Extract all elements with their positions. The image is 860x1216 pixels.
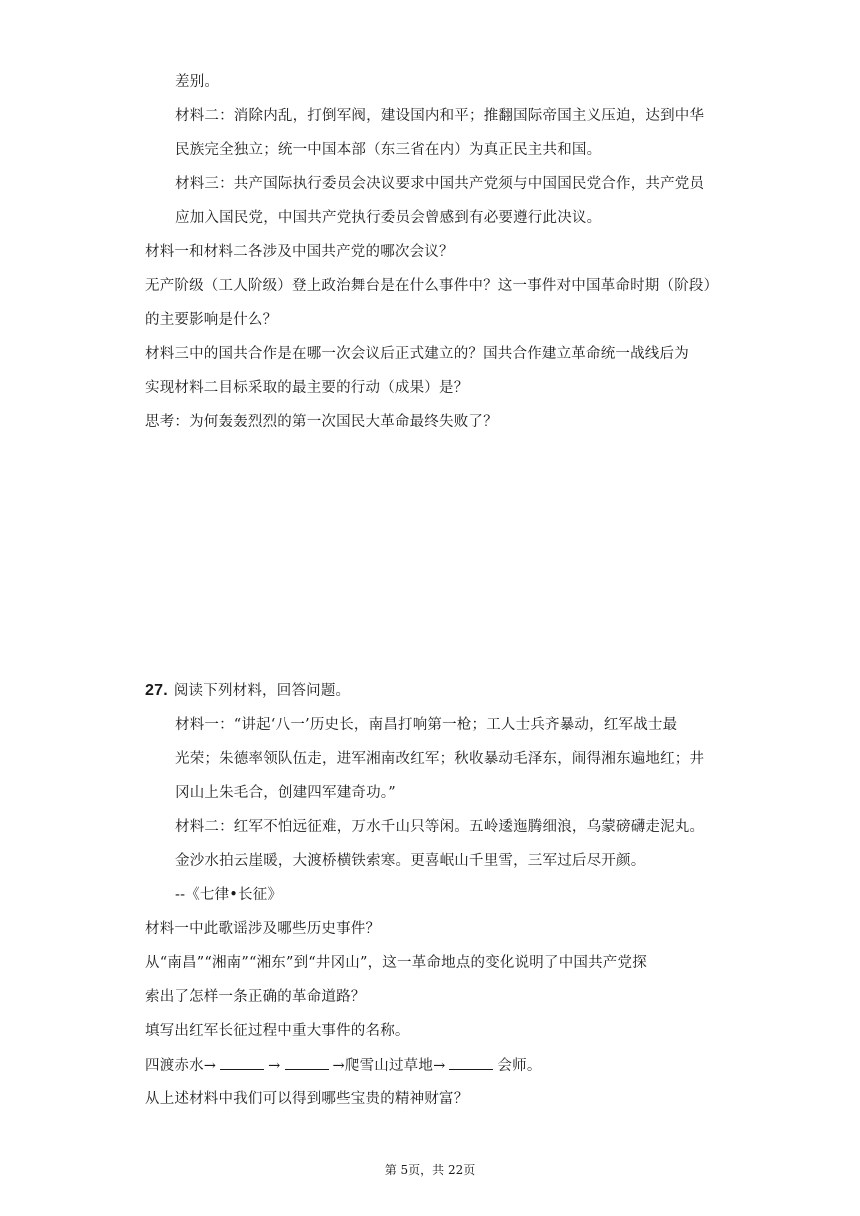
material-3-line-1: 材料三：共产国际执行委员会决议要求中国共产党须与中国国民党合作，共产党员 xyxy=(175,176,705,192)
fill-start-text: 四渡赤水→ xyxy=(145,1058,217,1074)
poem-source: --《七律•长征》 xyxy=(175,887,283,903)
material-1-line-1: 材料一：“讲起‘八一’历史长，南昌打响第一枪；工人士兵齐暴动，红军战士最 xyxy=(175,717,678,733)
sub-question-1: 材料一和材料二各涉及中国共产党的哪次会议？ xyxy=(145,244,454,260)
material-2-line-1: 材料二：红军不怕远征难，万水千山只等闲。五岭逶迤腾细浪，乌蒙磅礴走泥丸。 xyxy=(175,819,705,835)
material-text: 差别。 xyxy=(175,74,220,90)
sub-question-2-line-2: 的主要影响是什么？ xyxy=(145,312,278,328)
sub-question-3-line-1: 材料三中的国共合作是在哪一次会议后正式建立的？国共合作建立革命统一战线后为 xyxy=(145,346,689,362)
sub-question-2-line-2: 索出了怎样一条正确的革命道路？ xyxy=(145,989,366,1005)
sub-question-2-line-1: 无产阶级（工人阶级）登上政治舞台是在什么事件中？这一事件对中国革命时期（阶段） xyxy=(145,278,719,294)
fill-end-text: 会师。 xyxy=(497,1058,542,1074)
fill-arrow: → xyxy=(268,1058,281,1074)
question-27-heading xyxy=(145,681,350,701)
sub-question-1: 材料一中此歌谣涉及哪些历史事件？ xyxy=(145,921,381,937)
fill-mid-text: →爬雪山过草地→ xyxy=(332,1058,446,1074)
answer-blank-3[interactable] xyxy=(449,1055,493,1070)
sub-question-3: 填写出红军长征过程中重大事件的名称。 xyxy=(145,1023,410,1039)
sub-question-3-line-2: 实现材料二目标采取的最主要的行动（成果）是？ xyxy=(145,380,469,396)
answer-blank-2[interactable] xyxy=(285,1055,329,1070)
material-3-line-2: 应加入国民党，中国共产党执行委员会曾感到有必要遵行此决议。 xyxy=(175,210,602,226)
material-1-line-2: 光荣；朱德率领队伍走，进军湘南改红军；秋收暴动毛泽东，闹得湘东遍地红；井 xyxy=(175,751,705,767)
sub-question-4: 思考：为何轰轰烈烈的第一次国民大革命最终失败了？ xyxy=(145,414,498,430)
page-number: 第 5页，共 22页 xyxy=(384,1163,476,1177)
material-1-line-3: 冈山上朱毛合，创建四军建奇功。” xyxy=(175,785,396,801)
material-2-line-2: 金沙水拍云崖暖，大渡桥横铁索寒。更喜岷山千里雪，三军过后尽开颜。 xyxy=(175,853,646,869)
answer-blank-1[interactable] xyxy=(220,1055,264,1070)
sub-question-2-line-1: 从“南昌”“湘南”“湘东”到“井冈山”，这一革命地点的变化说明了中国共产党探 xyxy=(145,955,647,971)
material-2-line-2: 民族完全独立；统一中国本部（东三省在内）为真正民主共和国。 xyxy=(175,142,602,158)
material-2-line-1: 材料二：消除内乱，打倒军阀，建设国内和平；推翻国际帝国主义压迫，达到中华 xyxy=(175,108,705,124)
sub-question-4: 从上述材料中我们可以得到哪些宝贵的精神财富？ xyxy=(145,1091,469,1107)
question-intro: 阅读下列材料，回答问题。 xyxy=(173,683,351,699)
question-number: 27. xyxy=(145,682,168,699)
fill-in-blank-line xyxy=(145,1055,542,1076)
